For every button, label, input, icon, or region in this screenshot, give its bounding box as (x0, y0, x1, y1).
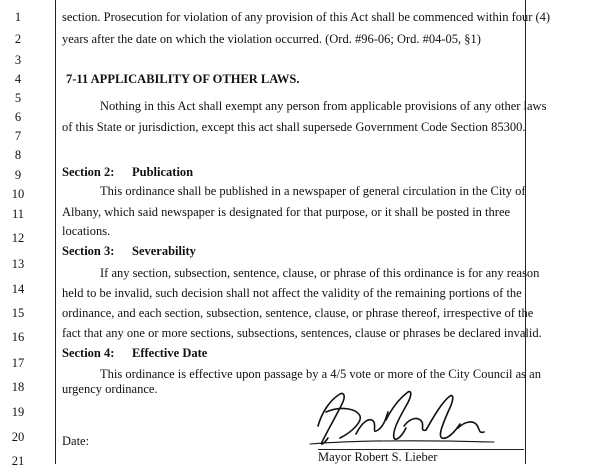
section-title: Publication (132, 165, 194, 179)
line-number: 9 (14, 168, 22, 182)
body-text-line: section. Prosecution for violation of any provision of this Act shall be commenced within four (4) (62, 10, 551, 24)
section-title: Effective Date (132, 346, 208, 360)
section-heading (62, 165, 527, 179)
body-text-line: Nothing in this Act shall exempt any person from applicable provisions of any other laws (100, 99, 547, 113)
line-number: 15 (11, 306, 25, 320)
date-label: Date: (62, 434, 90, 448)
line-number: 2 (14, 32, 22, 46)
section-heading: 7-11 APPLICABILITY OF OTHER LAWS. (66, 72, 300, 86)
signature-mark (300, 382, 500, 454)
line-number: 14 (11, 282, 25, 296)
section-number: Section 3: (62, 244, 115, 258)
body-text-line: urgency ordinance. (62, 382, 158, 396)
section-title: Severability (132, 244, 196, 258)
section-number: Section 4: (62, 346, 115, 360)
body-text-line: This ordinance shall be published in a newspaper of general circulation in the City of (100, 184, 526, 198)
body-text-line: fact that any one or more sections, subsections, sentences, clause or phrases be declared invalid. (62, 326, 542, 340)
line-number: 1 (14, 10, 22, 24)
line-number: 13 (11, 257, 25, 271)
body-text-line: years after the date on which the violation occurred. (Ord. #96-06; Ord. #04-05, §1) (62, 32, 481, 46)
line-number: 16 (11, 330, 25, 344)
line-number: 12 (11, 231, 25, 245)
section-number: Section 2: (62, 165, 115, 179)
line-number: 17 (11, 356, 25, 370)
body-text-line: Albany, which said newspaper is designated for that purpose, or it shall be posted in three (62, 205, 511, 219)
line-number: 18 (11, 380, 25, 394)
body-text-line: locations. (62, 224, 111, 238)
body-text-line: ordinance, and each section, subsection, sentence, clause, or phrase thereof, irrespective of the (62, 306, 534, 320)
line-number: 8 (14, 148, 22, 162)
line-number: 6 (14, 110, 22, 124)
line-number-margin-rule (55, 0, 56, 464)
line-number: 4 (14, 72, 22, 86)
line-number: 5 (14, 91, 22, 105)
line-number: 11 (11, 207, 25, 221)
line-number: 3 (14, 53, 22, 67)
body-text-line: held to be invalid, such decision shall not affect the validity of the remaining portions of the (62, 286, 522, 300)
body-text-line: If any section, subsection, sentence, clause, or phrase of this ordinance is for any reason (100, 266, 540, 280)
section-heading (62, 346, 527, 360)
signatory-name: Mayor Robert S. Lieber (318, 450, 438, 464)
line-number: 21 (11, 454, 25, 468)
line-number: 7 (14, 129, 22, 143)
line-number: 20 (11, 430, 25, 444)
body-text-line: of this State or jurisdiction, except this act shall supersede Government Code Section 85300. (62, 120, 526, 134)
line-number: 19 (11, 405, 25, 419)
section-heading (62, 244, 527, 258)
body-text-line: This ordinance is effective upon passage by a 4/5 vote or more of the City Council as an (100, 367, 541, 381)
line-number: 10 (11, 187, 25, 201)
